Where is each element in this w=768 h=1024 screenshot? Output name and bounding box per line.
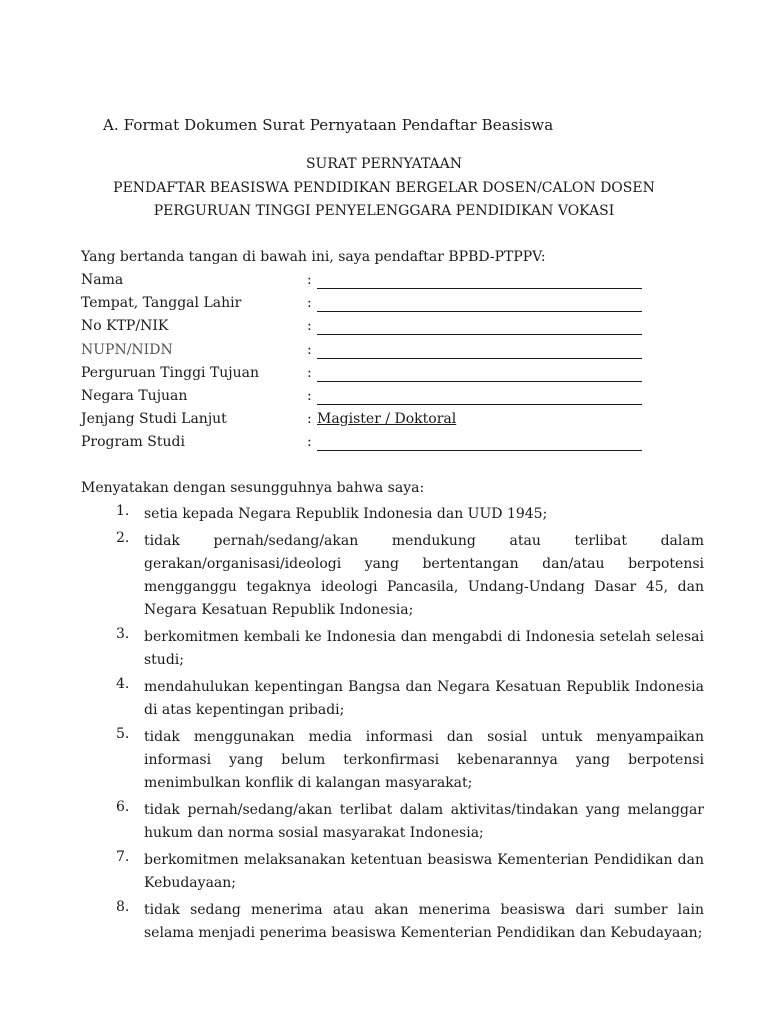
- list-item: [81, 899, 704, 945]
- blank-line[interactable]: [317, 450, 642, 451]
- item-text: mendahulukan kepentingan Bangsa dan Negara Kesatuan Republik Indonesia di atas kepentingan pribadi;: [144, 679, 704, 718]
- blank-line[interactable]: [317, 311, 642, 312]
- list-item: [81, 626, 704, 672]
- field-colon: :: [307, 318, 312, 335]
- field-colon: :: [307, 434, 312, 451]
- item-text: tidak pernah/sedang/akan mendukung atau terlibat dalam gerakan/organisasi/ideologi yang bertentangan dan/atau berpotensi mengganggu tegaknya ideologi Pancasila, Undang-Undang Dasar 45, dan Negara Kesatuan Republik Indonesia;: [144, 533, 704, 618]
- list-item: [81, 503, 704, 526]
- field-colon: :: [307, 272, 312, 288]
- document-subtitle-line2: PERGURUAN TINGGI PENYELENGGARA PENDIDIKAN VOKASI: [153, 203, 615, 219]
- blank-line[interactable]: [317, 288, 642, 289]
- field-label: Nama: [81, 272, 124, 288]
- item-number: 3.: [116, 626, 130, 642]
- field-perguruan-tinggi-tujuan: [81, 365, 651, 388]
- list-item: [81, 799, 704, 845]
- item-number: 7.: [116, 849, 130, 865]
- section-heading: A. Format Dokumen Surat Pernyataan Pendaftar Beasiswa: [103, 116, 554, 134]
- field-label: Perguruan Tinggi Tujuan: [81, 364, 260, 381]
- field-nama: [81, 272, 651, 295]
- item-text: tidak pernah/sedang/akan terlibat dalam aktivitas/tindakan yang melanggar hukum dan norma sosial masyarakat Indonesia;: [144, 802, 704, 841]
- field-colon: :: [307, 411, 312, 428]
- blank-line[interactable]: [317, 334, 642, 335]
- field-jenjang-studi-lanjut: [81, 411, 651, 434]
- field-tempat-tanggal-lahir: [81, 295, 651, 318]
- document-subtitle-line1: PENDAFTAR BEASISWA PENDIDIKAN BERGELAR DOSEN/CALON DOSEN: [113, 180, 655, 196]
- item-number: 5.: [116, 726, 130, 742]
- blank-line[interactable]: [317, 358, 642, 359]
- item-text: berkomitmen melaksanakan ketentuan beasiswa Kementerian Pendidikan dan Kebudayaan;: [144, 852, 704, 891]
- list-item: [81, 849, 704, 895]
- blank-line[interactable]: [317, 404, 642, 405]
- item-number: 2.: [116, 530, 130, 546]
- field-negara-tujuan: [81, 388, 651, 411]
- intro-text: Yang bertanda tangan di bawah ini, saya pendaftar BPBD-PTPPV:: [81, 249, 546, 265]
- field-label: No KTP/NIK: [81, 318, 169, 335]
- field-program-studi: [81, 434, 651, 457]
- statement-intro: Menyatakan dengan sesungguhnya bahwa saya:: [81, 480, 425, 496]
- item-number: 4.: [116, 676, 130, 692]
- field-colon: :: [307, 341, 312, 358]
- statement-list: [81, 503, 704, 949]
- field-no-ktp-nik: [81, 318, 651, 341]
- item-number: 6.: [116, 799, 130, 815]
- field-label: Jenjang Studi Lanjut: [81, 411, 227, 428]
- field-value: Magister / Doktoral: [317, 411, 457, 428]
- list-item: [81, 726, 704, 795]
- field-nupn-nidn: [81, 342, 651, 365]
- list-item: [81, 530, 704, 622]
- item-text: setia kepada Negara Republik Indonesia dan UUD 1945;: [144, 506, 548, 522]
- item-number: 1.: [116, 503, 130, 519]
- field-label: NUPN/NIDN: [81, 341, 173, 358]
- item-number: 8.: [116, 899, 130, 915]
- item-text: tidak sedang menerima atau akan menerima beasiswa dari sumber lain selama menjadi penerima beasiswa Kementerian Pendidikan dan Kebudayaan;: [144, 902, 704, 941]
- item-text: berkomitmen kembali ke Indonesia dan mengabdi di Indonesia setelah selesai studi;: [144, 629, 704, 668]
- field-colon: :: [307, 364, 312, 381]
- field-label: Program Studi: [81, 434, 185, 451]
- list-item: [81, 676, 704, 722]
- document-title: SURAT PERNYATAAN: [305, 156, 463, 172]
- field-colon: :: [307, 387, 312, 404]
- identity-fields: [81, 272, 651, 458]
- field-label: Negara Tujuan: [81, 387, 188, 404]
- field-colon: :: [307, 295, 312, 312]
- blank-line[interactable]: [317, 381, 642, 382]
- item-text: tidak menggunakan media informasi dan sosial untuk menyampaikan informasi yang belum terkonfirmasi kebenarannya yang berpotensi menimbulkan konflik di kalangan masyarakat;: [144, 729, 704, 791]
- field-label: Tempat, Tanggal Lahir: [81, 295, 242, 312]
